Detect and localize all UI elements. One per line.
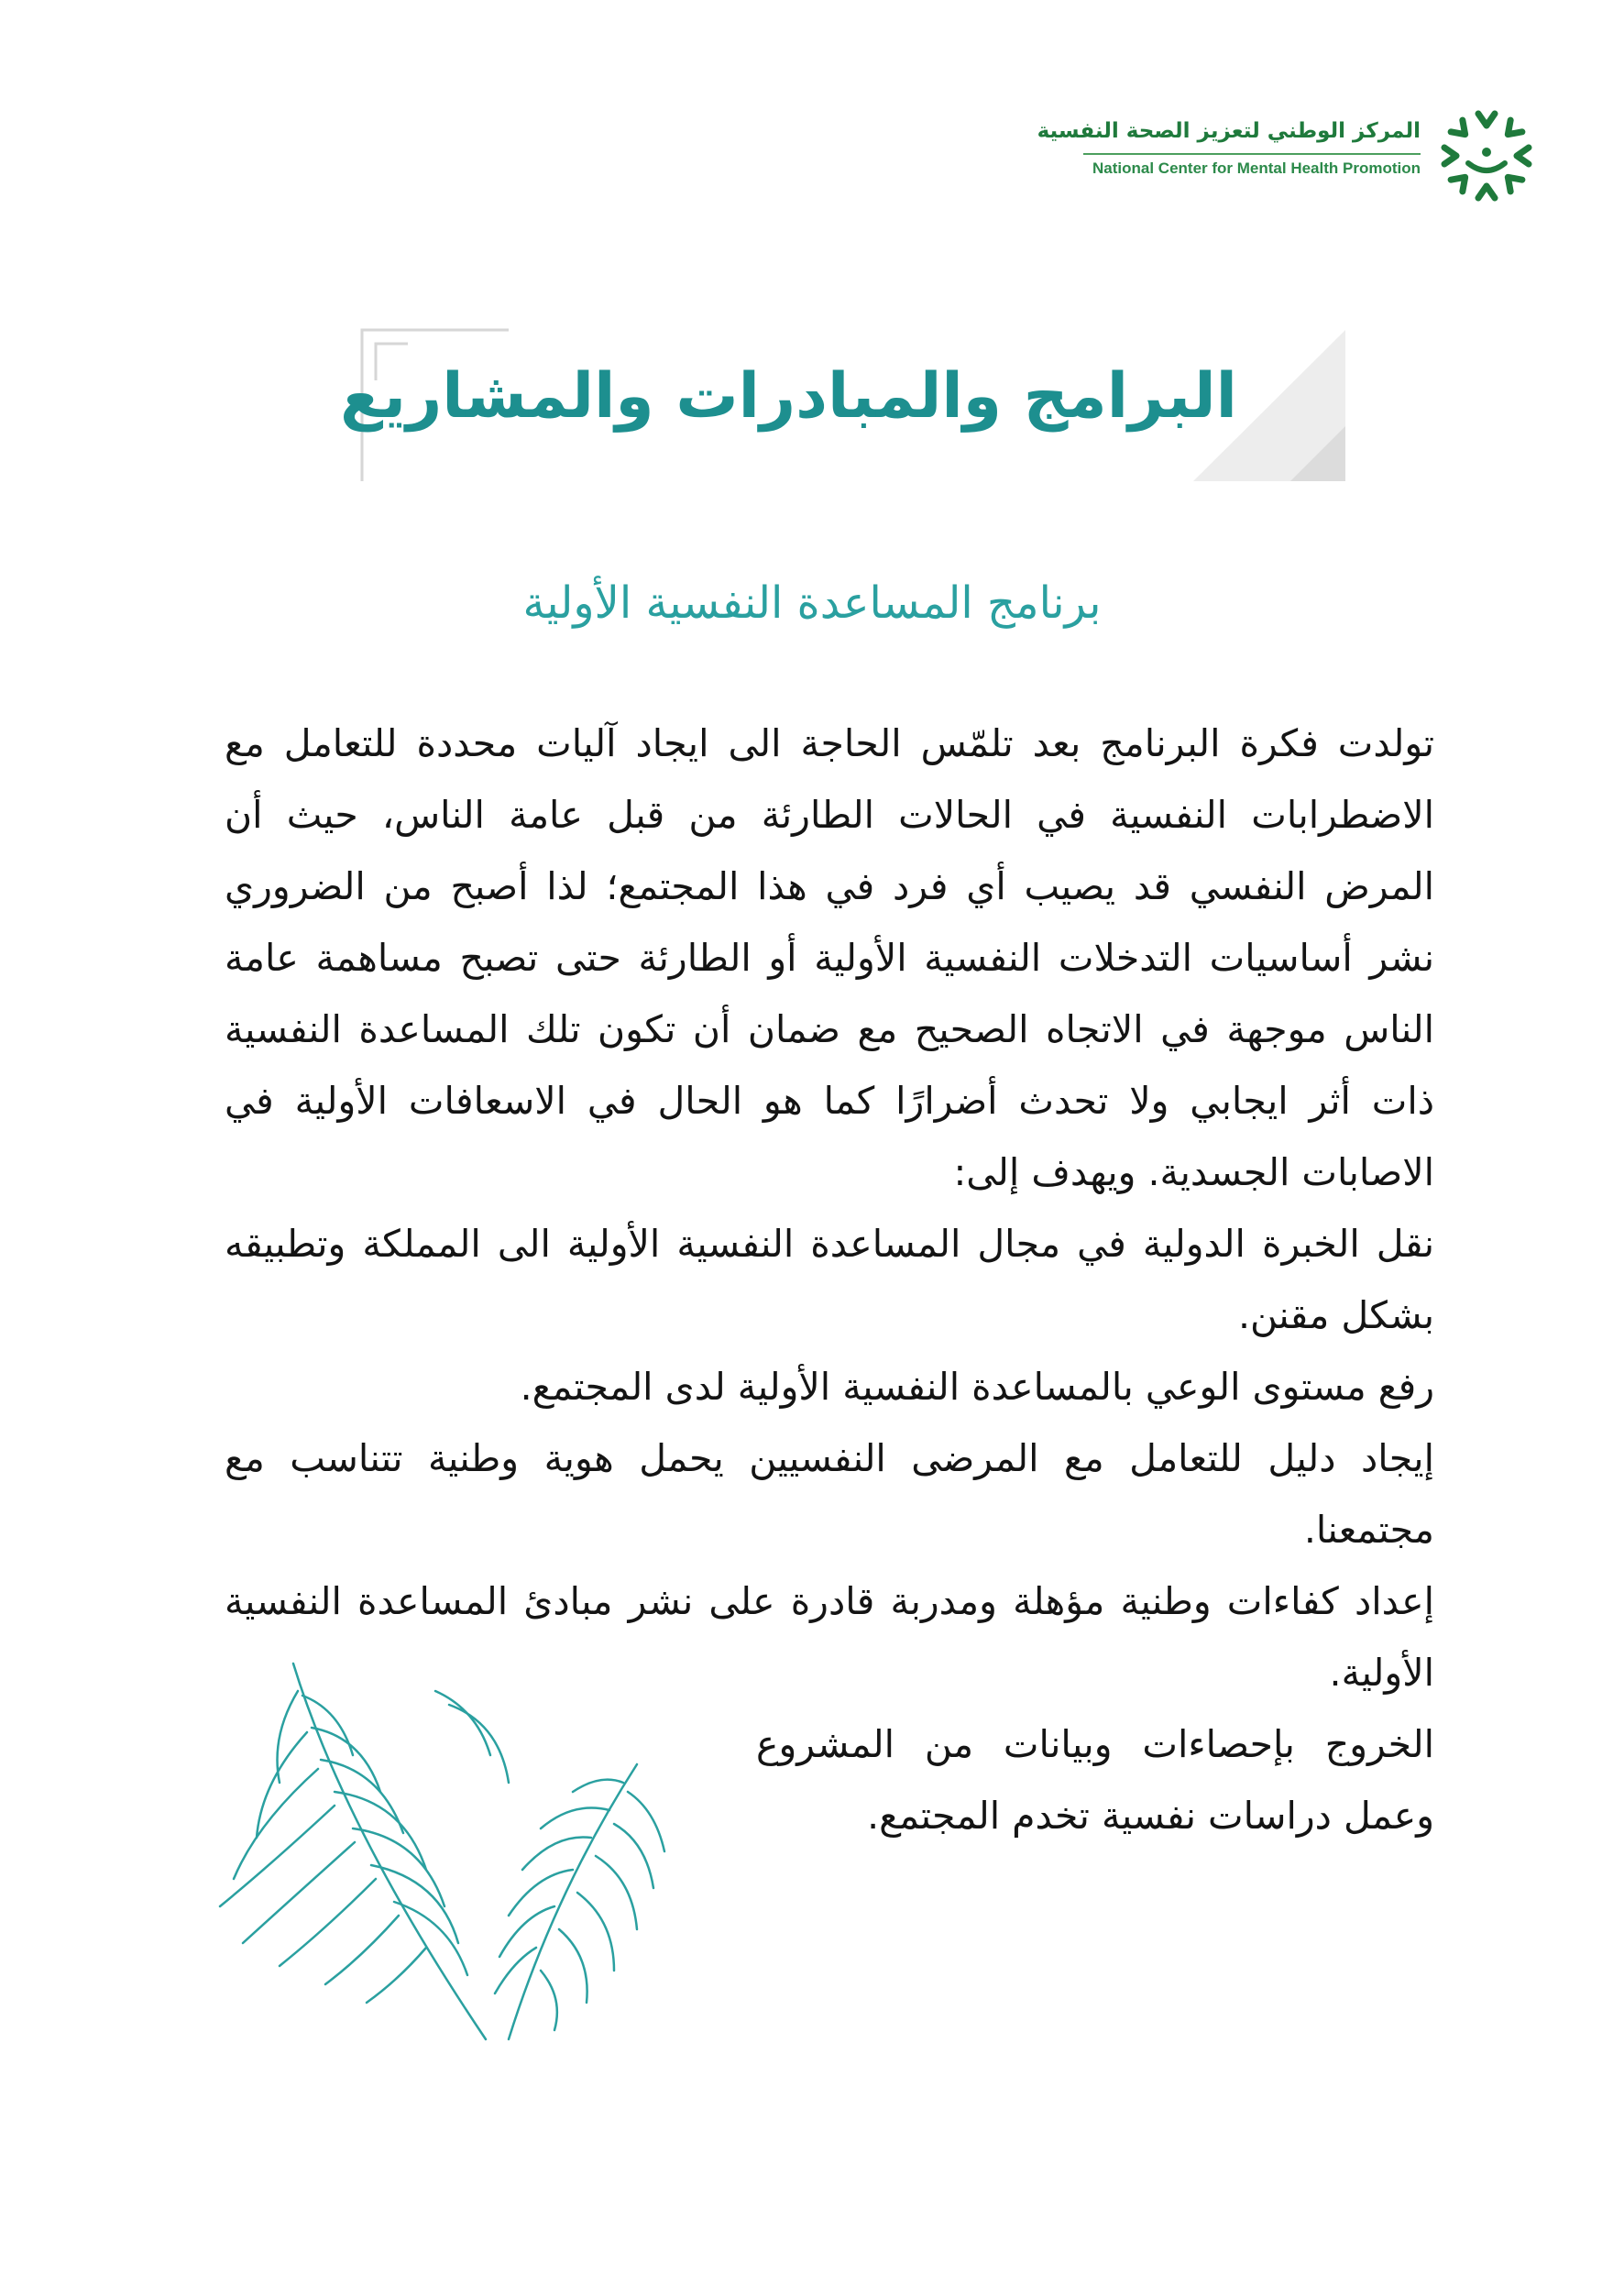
title-banner [340, 325, 1347, 486]
goal-paragraph: رفع مستوى الوعي بالمساعدة النفسية الأولية لدى المجتمع. [520, 1365, 1434, 1409]
logo-divider [1083, 153, 1421, 155]
org-name-english: National Center for Mental Health Promotion [1092, 159, 1421, 177]
org-name-arabic: المركز الوطني لتعزيز الصحة النفسية [1037, 119, 1421, 143]
goal-paragraph: الخروج بإحصاءات وبيانات من المشروع وعمل دراسات نفسية تخدم المجتمع. [756, 1722, 1434, 1838]
org-logo [984, 108, 1534, 209]
section-title: برنامج المساعدة النفسية الأولية [522, 577, 1102, 629]
ncmhp-logo-icon [1439, 108, 1534, 203]
palm-leaves-icon [206, 1654, 719, 2048]
intro-paragraph: تولدت فكرة البرنامج بعد تلمّس الحاجة الى ايجاد آليات محددة للتعامل مع الاضطرابات النفسية في الحالات الطارئة من قبل عامة الناس، حيث أن المرض النفسي قد يصيب أي فرد في هذا المجتمع؛ لذا أصبح من الضروري نشر أساسيات التدخلات النفسية الأولية أو الطارئة حتى تصبح مساهمة عامة الناس موجهة في الاتجاه الصحيح مع ضمان أن تكون تلك المساعدة النفسية ذات أثر ايجابي ولا تحدث أضرارًا كما هو الحال في الاسعافات الأولية في الاصابات الجسدية. ويهدف إلى: [225, 721, 1434, 1194]
goal-paragraph: نقل الخبرة الدولية في مجال المساعدة النفسية الأولية الى المملكة وتطبيقه بشكل مقنن. [225, 1222, 1434, 1337]
goal-paragraph: إعداد كفاءات وطنية مؤهلة ومدربة قادرة على نشر مبادئ المساعدة النفسية الأولية. [225, 1579, 1434, 1695]
page-title: البرامج والمبادرات والمشاريع [340, 360, 1237, 433]
goal-paragraph: إيجاد دليل للتعامل مع المرضى النفسيين يحمل هوية وطنية تتناسب مع مجتمعنا. [225, 1436, 1434, 1552]
